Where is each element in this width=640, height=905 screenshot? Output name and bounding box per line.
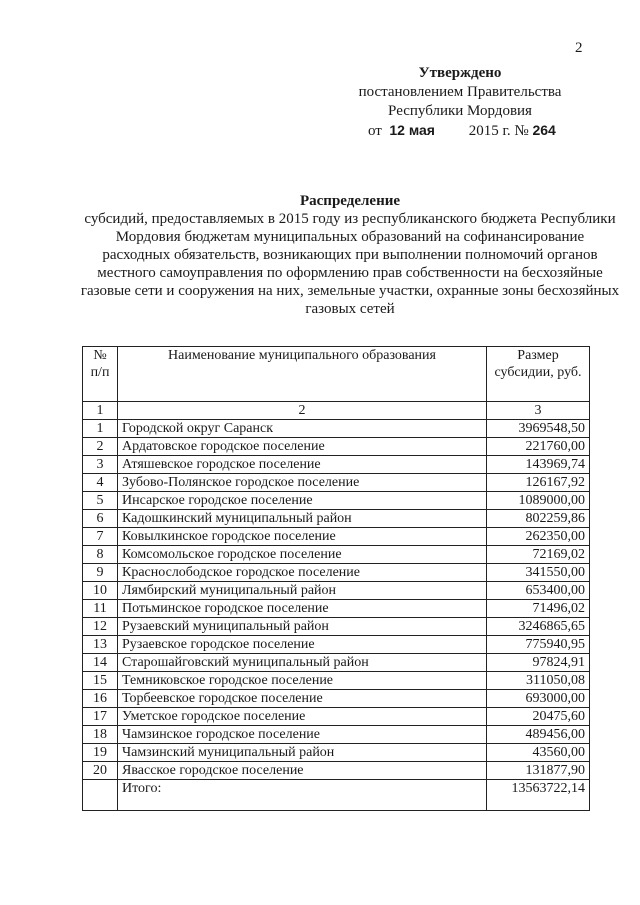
row-name: Темниковское городское поселение bbox=[118, 672, 487, 690]
row-amount: 3246865,65 bbox=[487, 618, 590, 636]
row-amount: 72169,02 bbox=[487, 546, 590, 564]
row-amount: 20475,60 bbox=[487, 708, 590, 726]
approval-number-label: № bbox=[514, 123, 529, 139]
approval-number: 264 bbox=[532, 122, 556, 138]
heading-body: субсидий, предоставляемых в 2015 году из республиканского бюджета Республики Мордовия бюджетам муниципальных образований на софинансирование расходных обязательств, возникающих при выполнении полномочий органов местного самоуправления по оформлению прав собственности на бесхозяйные газовые сети и сооружения на них, земельные участки, охранные зоны бесхозяйных газовых сетей bbox=[80, 211, 620, 317]
row-name: Чамзинское городское поселение bbox=[118, 726, 487, 744]
subsidies-table bbox=[82, 346, 590, 811]
document-heading bbox=[80, 192, 620, 318]
approval-day-month: 12 мая bbox=[389, 122, 435, 138]
header-name: Наименование муниципального образования bbox=[118, 347, 487, 402]
table-row bbox=[83, 438, 590, 456]
table-row bbox=[83, 654, 590, 672]
row-amount: 693000,00 bbox=[487, 690, 590, 708]
row-number: 8 bbox=[83, 546, 118, 564]
table-total-row bbox=[83, 780, 590, 811]
approval-line-2: Республики Мордовия bbox=[388, 103, 532, 119]
row-name: Потьминское городское поселение bbox=[118, 600, 487, 618]
approval-block bbox=[340, 64, 580, 141]
row-number: 9 bbox=[83, 564, 118, 582]
table-row bbox=[83, 528, 590, 546]
row-amount: 43560,00 bbox=[487, 744, 590, 762]
row-number: 15 bbox=[83, 672, 118, 690]
approval-from-label: от bbox=[368, 123, 382, 139]
table-row bbox=[83, 456, 590, 474]
row-name: Чамзинский муниципальный район bbox=[118, 744, 487, 762]
row-name: Зубово-Полянское городское поселение bbox=[118, 474, 487, 492]
approval-date-line bbox=[340, 121, 580, 141]
row-name: Рузаевский муниципальный район bbox=[118, 618, 487, 636]
row-number: 20 bbox=[83, 762, 118, 780]
table-row bbox=[83, 672, 590, 690]
row-name: Атяшевское городское поселение bbox=[118, 456, 487, 474]
row-amount: 1089000,00 bbox=[487, 492, 590, 510]
row-number: 12 bbox=[83, 618, 118, 636]
total-empty-cell bbox=[83, 780, 118, 811]
row-amount: 71496,02 bbox=[487, 600, 590, 618]
approval-year: 2015 г. bbox=[468, 123, 511, 139]
approval-title: Утверждено bbox=[418, 65, 502, 81]
table-index-row bbox=[83, 402, 590, 420]
index-cell-2: 2 bbox=[118, 402, 487, 420]
row-amount: 311050,08 bbox=[487, 672, 590, 690]
table-row bbox=[83, 726, 590, 744]
table-row bbox=[83, 600, 590, 618]
table-row bbox=[83, 690, 590, 708]
row-name: Ардатовское городское поселение bbox=[118, 438, 487, 456]
table-row bbox=[83, 762, 590, 780]
table-row bbox=[83, 492, 590, 510]
row-name: Явасское городское поселение bbox=[118, 762, 487, 780]
table-row bbox=[83, 744, 590, 762]
table-row bbox=[83, 564, 590, 582]
row-name: Торбеевское городское поселение bbox=[118, 690, 487, 708]
table-row bbox=[83, 582, 590, 600]
row-amount: 802259,86 bbox=[487, 510, 590, 528]
row-number: 17 bbox=[83, 708, 118, 726]
header-number: № п/п bbox=[83, 347, 118, 402]
row-number: 2 bbox=[83, 438, 118, 456]
row-amount: 221760,00 bbox=[487, 438, 590, 456]
row-amount: 3969548,50 bbox=[487, 420, 590, 438]
row-amount: 775940,95 bbox=[487, 636, 590, 654]
row-amount: 126167,92 bbox=[487, 474, 590, 492]
row-number: 7 bbox=[83, 528, 118, 546]
row-number: 4 bbox=[83, 474, 118, 492]
header-amount: Размер субсидии, руб. bbox=[487, 347, 590, 402]
table-row bbox=[83, 636, 590, 654]
row-number: 18 bbox=[83, 726, 118, 744]
row-name: Лямбирский муниципальный район bbox=[118, 582, 487, 600]
row-name: Краснослободское городское поселение bbox=[118, 564, 487, 582]
row-number: 6 bbox=[83, 510, 118, 528]
row-amount: 143969,74 bbox=[487, 456, 590, 474]
row-amount: 131877,90 bbox=[487, 762, 590, 780]
row-name: Уметское городское поселение bbox=[118, 708, 487, 726]
approval-line-1: постановлением Правительства bbox=[358, 84, 562, 100]
row-amount: 262350,00 bbox=[487, 528, 590, 546]
total-value: 13563722,14 bbox=[487, 780, 590, 811]
heading-title: Распределение bbox=[299, 193, 401, 209]
index-cell-1: 1 bbox=[83, 402, 118, 420]
row-name: Городской округ Саранск bbox=[118, 420, 487, 438]
row-amount: 341550,00 bbox=[487, 564, 590, 582]
row-number: 10 bbox=[83, 582, 118, 600]
table-row bbox=[83, 708, 590, 726]
row-number: 16 bbox=[83, 690, 118, 708]
row-number: 3 bbox=[83, 456, 118, 474]
row-name: Ковылкинское городское поселение bbox=[118, 528, 487, 546]
table-row bbox=[83, 618, 590, 636]
row-number: 5 bbox=[83, 492, 118, 510]
row-name: Инсарское городское поселение bbox=[118, 492, 487, 510]
row-number: 14 bbox=[83, 654, 118, 672]
row-name: Рузаевское городское поселение bbox=[118, 636, 487, 654]
table-row bbox=[83, 546, 590, 564]
row-amount: 97824,91 bbox=[487, 654, 590, 672]
row-name: Кадошкинский муниципальный район bbox=[118, 510, 487, 528]
row-name: Комсомольское городское поселение bbox=[118, 546, 487, 564]
row-number: 13 bbox=[83, 636, 118, 654]
row-number: 1 bbox=[83, 420, 118, 438]
row-amount: 489456,00 bbox=[487, 726, 590, 744]
table-row bbox=[83, 474, 590, 492]
table-row bbox=[83, 420, 590, 438]
row-number: 11 bbox=[83, 600, 118, 618]
table-row bbox=[83, 510, 590, 528]
row-number: 19 bbox=[83, 744, 118, 762]
total-label: Итого: bbox=[118, 780, 487, 811]
row-name: Старошайговский муниципальный район bbox=[118, 654, 487, 672]
table-header-row bbox=[83, 347, 590, 402]
page-number: 2 bbox=[575, 40, 583, 56]
row-amount: 653400,00 bbox=[487, 582, 590, 600]
index-cell-3: 3 bbox=[487, 402, 590, 420]
